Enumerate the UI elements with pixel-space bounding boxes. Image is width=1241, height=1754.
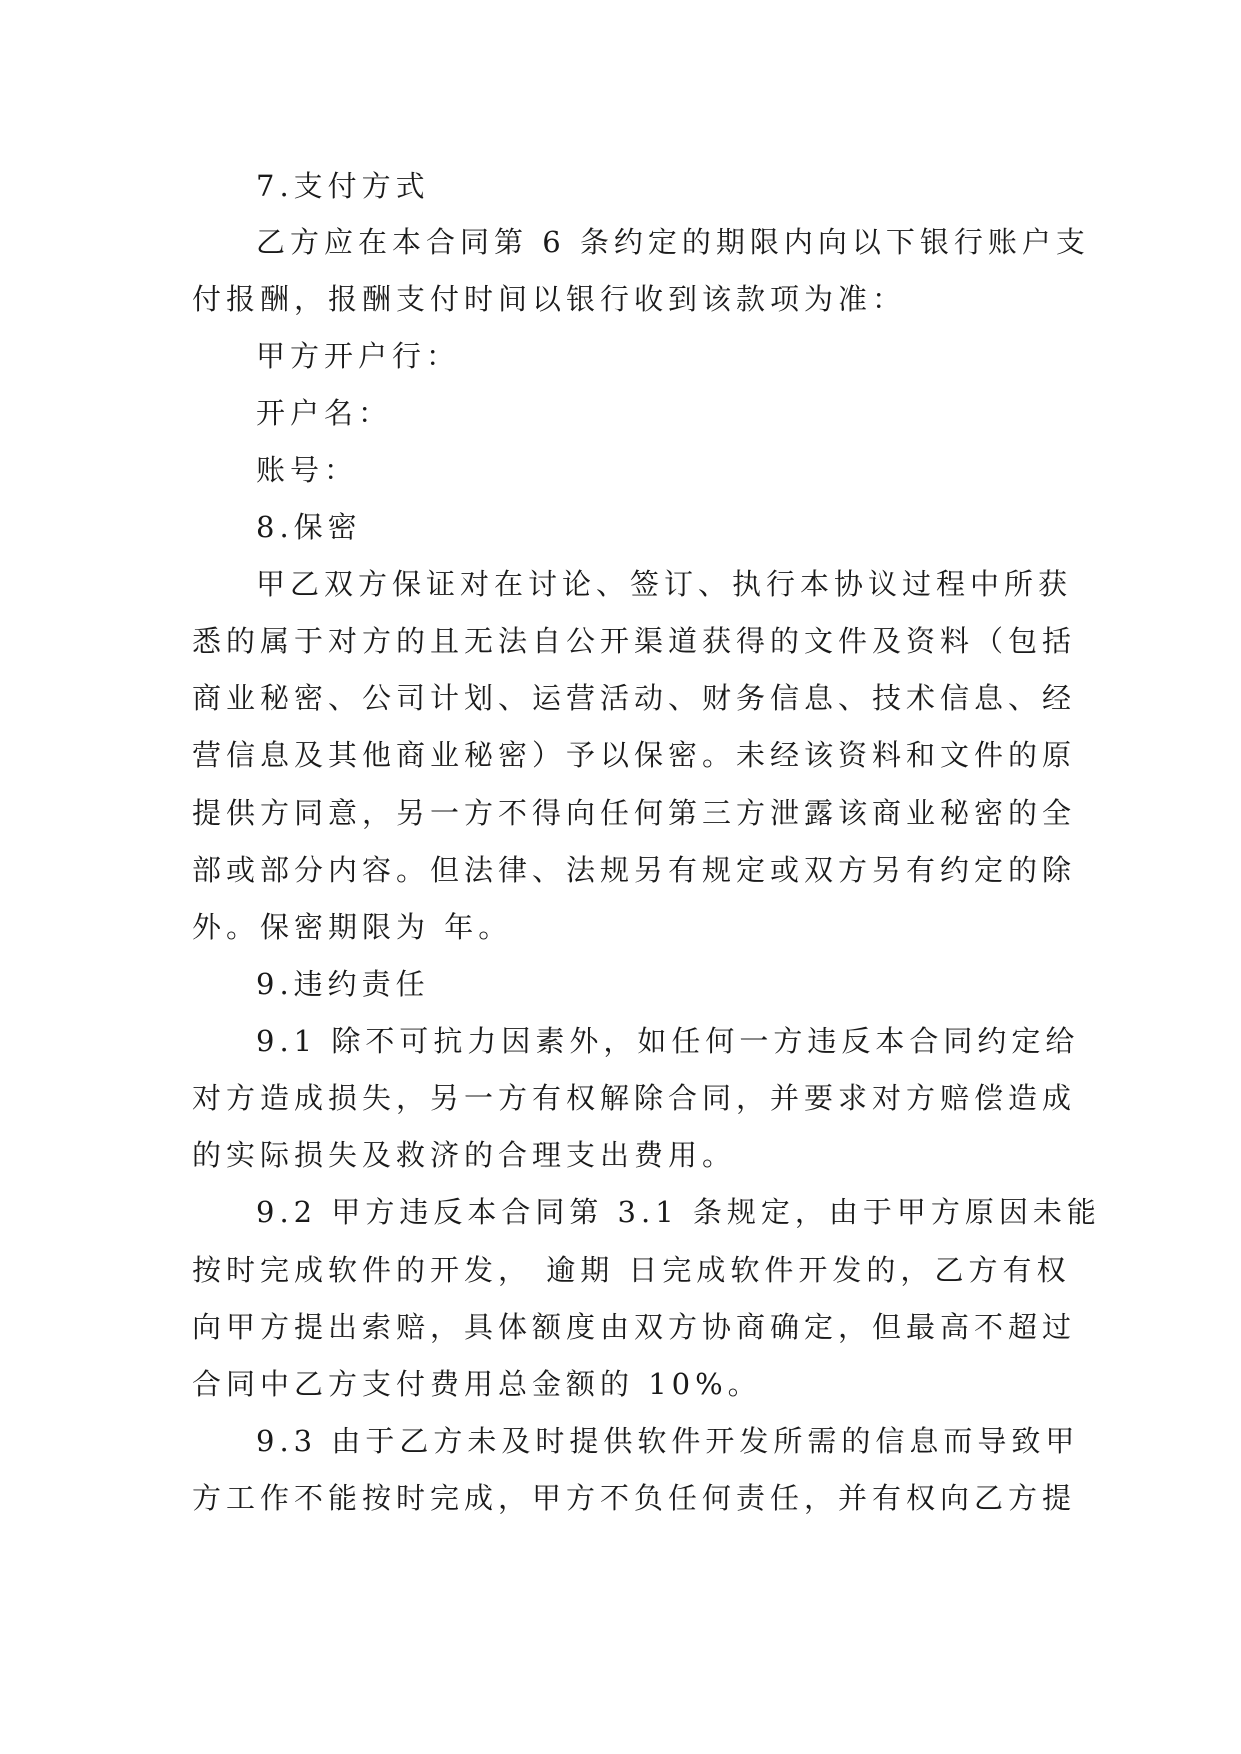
text-line: 商业秘密、公司计划、运营活动、财务信息、技术信息、经: [192, 681, 1077, 715]
text-line: 甲方开户行：: [256, 339, 461, 373]
text-line: 8.保密: [256, 510, 362, 544]
text-line: 的实际损失及救济的合理支出费用。: [192, 1138, 737, 1172]
text-line: 9.1 除不可抗力因素外，如任何一方违反本合同约定给: [256, 1024, 1080, 1058]
text-line: 按时完成软件的开发， 逾期 日完成软件开发的，乙方有权: [192, 1253, 1071, 1287]
text-line: 付报酬，报酬支付时间以银行收到该款项为准：: [192, 282, 907, 316]
text-line: 方工作不能按时完成，甲方不负任何责任，并有权向乙方提: [192, 1481, 1077, 1515]
text-line: 账号：: [256, 453, 359, 487]
text-line: 甲乙双方保证对在讨论、签订、执行本协议过程中所获: [256, 567, 1073, 601]
text-line: 9.3 由于乙方未及时提供软件开发所需的信息而导致甲: [256, 1424, 1080, 1458]
text-line: 提供方同意，另一方不得向任何第三方泄露该商业秘密的全: [192, 796, 1077, 830]
text-line: 营信息及其他商业秘密）予以保密。未经该资料和文件的原: [192, 738, 1077, 772]
text-line: 9.违约责任: [256, 967, 430, 1001]
text-line: 向甲方提出索赔，具体额度由双方协商确定，但最高不超过: [192, 1310, 1077, 1344]
text-line: 对方造成损失，另一方有权解除合同，并要求对方赔偿造成: [192, 1081, 1077, 1115]
text-line: 悉的属于对方的且无法自公开渠道获得的文件及资料（包括: [192, 624, 1077, 658]
text-line: 合同中乙方支付费用总金额的 10%。: [192, 1367, 762, 1401]
text-line: 开户名：: [256, 396, 393, 430]
text-line: 7.支付方式: [256, 169, 430, 203]
text-line: 外。保密期限为 年。: [192, 910, 513, 944]
text-line: 部或部分内容。但法律、法规另有规定或双方另有约定的除: [192, 853, 1077, 887]
text-line: 9.2 甲方违反本合同第 3.1 条规定，由于甲方原因未能: [256, 1195, 1101, 1229]
text-line: 乙方应在本合同第 6 条约定的期限内向以下银行账户支: [256, 225, 1090, 259]
